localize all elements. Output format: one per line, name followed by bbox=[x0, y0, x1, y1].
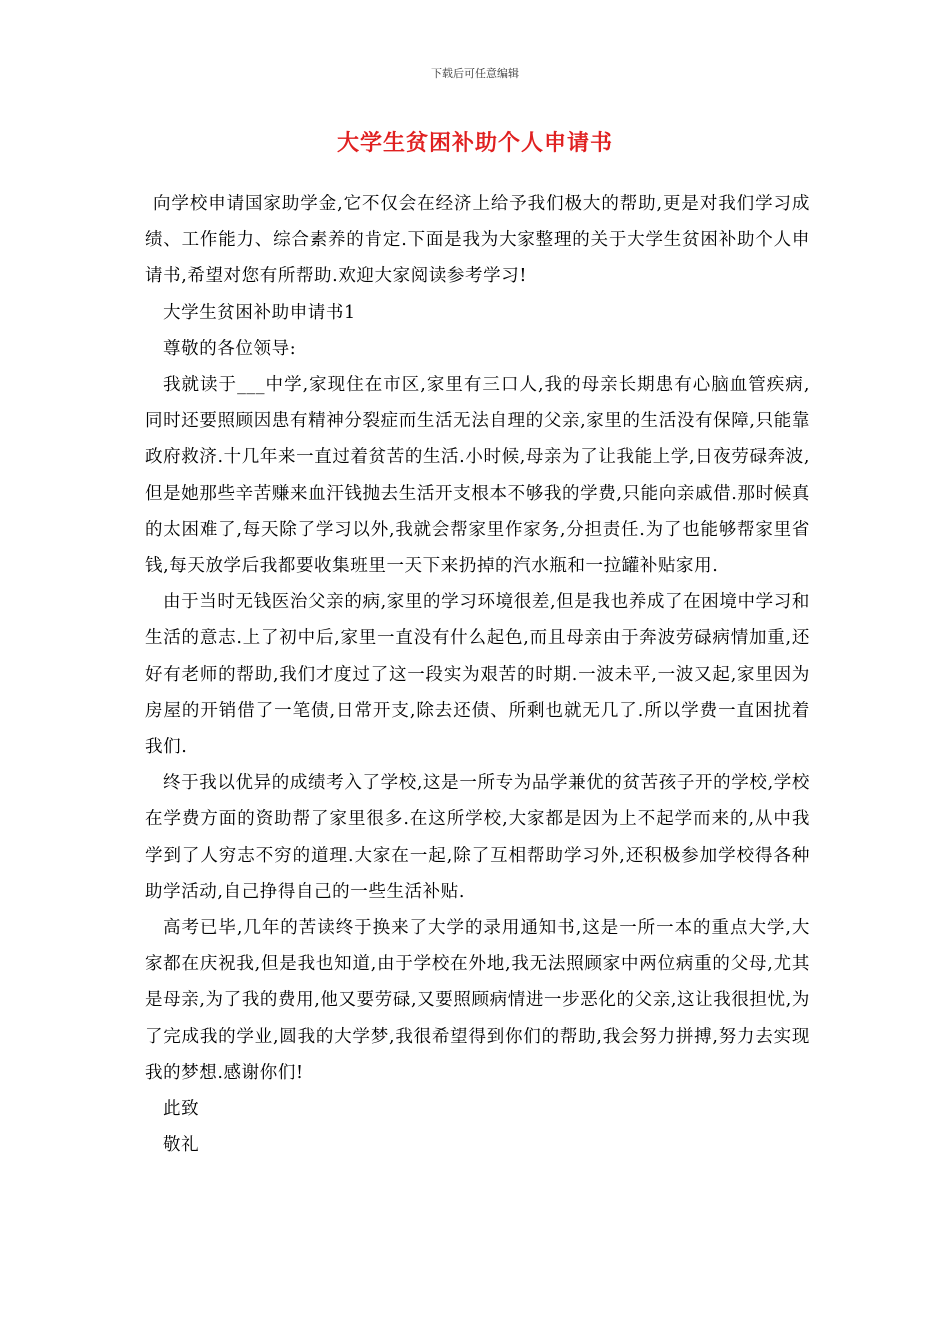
document-body bbox=[145, 186, 810, 1163]
body-paragraph: 我就读于___中学,家现住在市区,家里有三口人,我的母亲长期患有心脑血管疾病,同时还要照顾因患有精神分裂症而生活无法自理的父亲,家里的生活没有保障,只能靠政府救济.十几年来一直过着贫苦的生活.小时候,母亲为了让我能上学,日夜劳碌奔波,但是她那些辛苦赚来血汗钱抛去生活开支根本不够我的学费,只能向亲戚借.那时候真的太困难了,每天除了学习以外,我就会帮家里作家务,分担责任.为了也能够帮家里省钱,每天放学后我都要收集班里一天下来扔掉的汽水瓶和一拉罐补贴家用. bbox=[145, 375, 810, 577]
body-paragraph: 高考已毕,几年的苦读终于换来了大学的录用通知书,这是一所一本的重点大学,大家都在庆祝我,但是我也知道,由于学校在外地,我无法照顾家中两位病重的父母,尤其是母亲,为了我的费用,他又要劳碌,又要照顾病情进一步恶化的父亲,这让我很担忧,为了完成我的学业,圆我的大学梦,我很希望得到你们的帮助,我会努力拼搏,努力去实现我的梦想.感谢你们! bbox=[145, 918, 810, 1083]
closing-line-2: 敬礼 bbox=[163, 1135, 200, 1156]
closing-line-1: 此致 bbox=[163, 1099, 200, 1120]
document-title: 大学生贫困补助个人申请书 bbox=[336, 130, 613, 156]
body-paragraph: 由于当时无钱医治父亲的病,家里的学习环境很差,但是我也养成了在困境中学习和生活的意志.上了初中后,家里一直没有什么起色,而且母亲由于奔波劳碌病情加重,还好有老师的帮助,我们才度过了这一段实为艰苦的时期.一波未平,一波又起,家里因为房屋的开销借了一笔债,日常开支,除去还债、所剩也就无几了.所以学费一直困扰着我们. bbox=[145, 592, 810, 758]
salutation: 尊敬的各位领导: bbox=[163, 338, 297, 359]
intro-paragraph: 向学校申请国家助学金,它不仅会在经济上给予我们极大的帮助,更是对我们学习成绩、工作能力、综合素养的肯定.下面是我为大家整理的关于大学生贫困补助个人申请书,希望对您有所帮助.欢迎大家阅读参考学习! bbox=[145, 194, 810, 287]
section-title: 大学生贫困补助申请书1 bbox=[163, 302, 356, 323]
body-paragraph: 终于我以优异的成绩考入了学校,这是一所专为品学兼优的贫苦孩子开的学校,学校在学费方面的资助帮了家里很多.在这所学校,大家都是因为上不起学而来的,从中我学到了人穷志不穷的道理.大家在一起,除了互相帮助学习外,还积极参加学校得各种助学活动,自己挣得自己的一些生活补贴. bbox=[145, 773, 810, 902]
header-note: 下载后可任意编辑 bbox=[431, 67, 519, 80]
